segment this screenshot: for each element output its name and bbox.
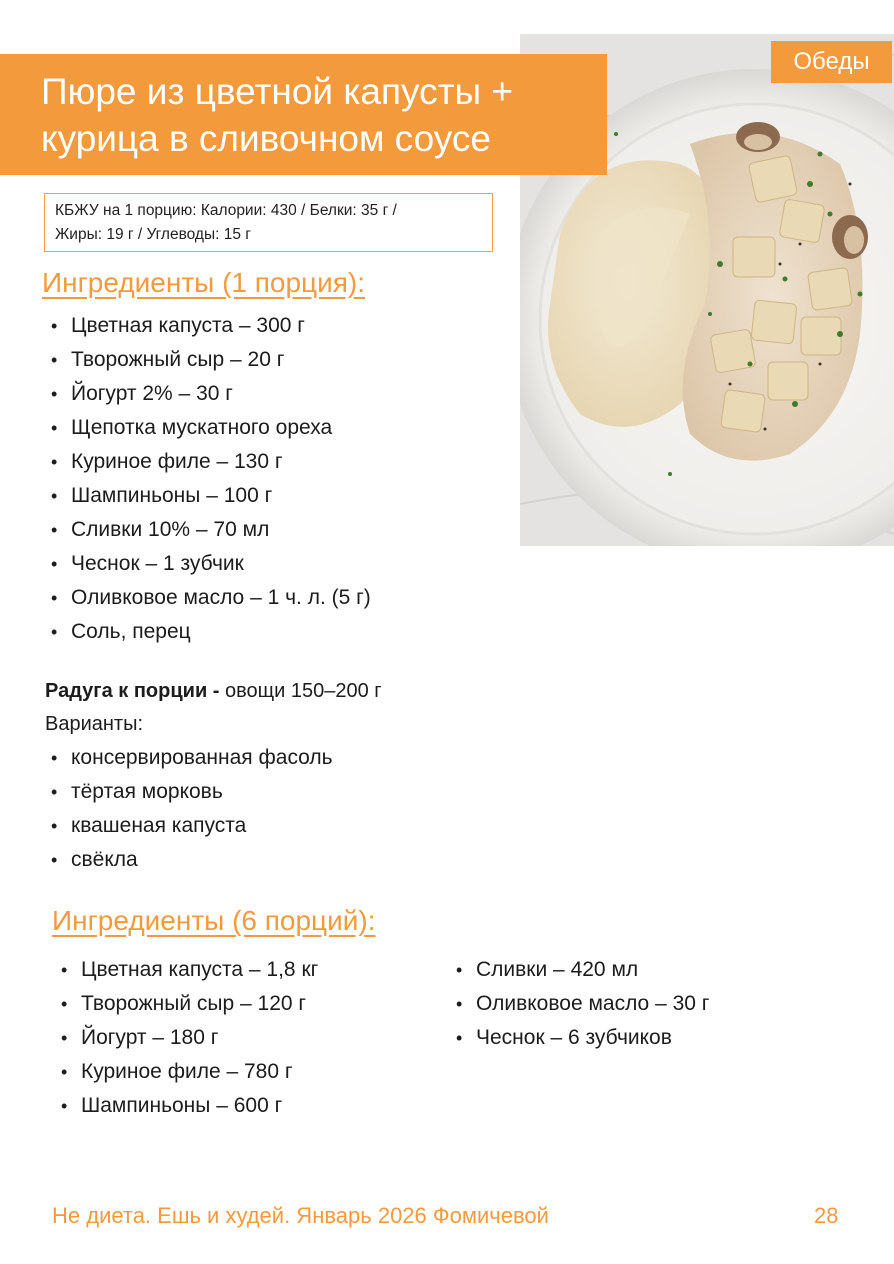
list-item: • Оливковое масло – 30 г xyxy=(450,987,709,1021)
nutrition-line-1: КБЖУ на 1 порцию: Калории: 430 / Белки: 35 г / xyxy=(55,202,397,219)
rainbow-text: овощи 150–200 г xyxy=(219,680,382,702)
list-item: • Цветная капуста – 1,8 кг xyxy=(55,953,318,987)
recipe-title-line-2: курица в сливочном соусе xyxy=(41,118,491,159)
list-item: • Шампиньоны – 600 г xyxy=(55,1089,318,1123)
ingredients-single-list xyxy=(45,309,371,649)
list-item: • Йогурт 2% – 30 г xyxy=(45,377,371,411)
rainbow-label: Радуга к порции - xyxy=(45,680,220,702)
title-banner xyxy=(0,54,607,175)
ingredients-six-list-col2 xyxy=(450,953,709,1055)
variants-label: Варианты: xyxy=(45,713,144,735)
list-item: • консервированная фасоль xyxy=(45,741,333,775)
list-item: • Соль, перец xyxy=(45,615,371,649)
list-item: • Чеснок – 1 зубчик xyxy=(45,547,371,581)
ingredients-single-heading: Ингредиенты (1 порция): xyxy=(42,267,365,298)
list-item: • Цветная капуста – 300 г xyxy=(45,309,371,343)
rainbow-line xyxy=(45,676,382,706)
list-item: • Творожный сыр – 20 г xyxy=(45,343,371,377)
list-item: • квашеная капуста xyxy=(45,809,333,843)
list-item: • свёкла xyxy=(45,843,333,877)
list-item: • Шампиньоны – 100 г xyxy=(45,479,371,513)
list-item: • Куриное филе – 130 г xyxy=(45,445,371,479)
list-item: • Йогурт – 180 г xyxy=(55,1021,318,1055)
list-item: • тёртая морковь xyxy=(45,775,333,809)
page-number: 28 xyxy=(814,1203,839,1228)
list-item: • Чеснок – 6 зубчиков xyxy=(450,1021,709,1055)
ingredients-six-heading: Ингредиенты (6 порций): xyxy=(52,905,376,936)
list-item: • Щепотка мускатного ореха xyxy=(45,411,371,445)
list-item: • Творожный сыр – 120 г xyxy=(55,987,318,1021)
recipe-title-line-1: Пюре из цветной капусты + xyxy=(41,71,514,112)
category-tag: Обеды xyxy=(771,41,892,83)
ingredients-six-list-col1 xyxy=(55,953,318,1123)
list-item: • Сливки – 420 мл xyxy=(450,953,709,987)
nutrition-box xyxy=(44,193,493,252)
list-item: • Куриное филе – 780 г xyxy=(55,1055,318,1089)
footer-text: Не диета. Ешь и худей. Январь 2026 Фомичевой xyxy=(52,1203,549,1228)
recipe-title xyxy=(41,68,513,162)
nutrition-line-2: Жиры: 19 г / Углеводы: 15 г xyxy=(55,226,251,243)
variants-list xyxy=(45,741,333,877)
list-item: • Оливковое масло – 1 ч. л. (5 г) xyxy=(45,581,371,615)
list-item: • Сливки 10% – 70 мл xyxy=(45,513,371,547)
